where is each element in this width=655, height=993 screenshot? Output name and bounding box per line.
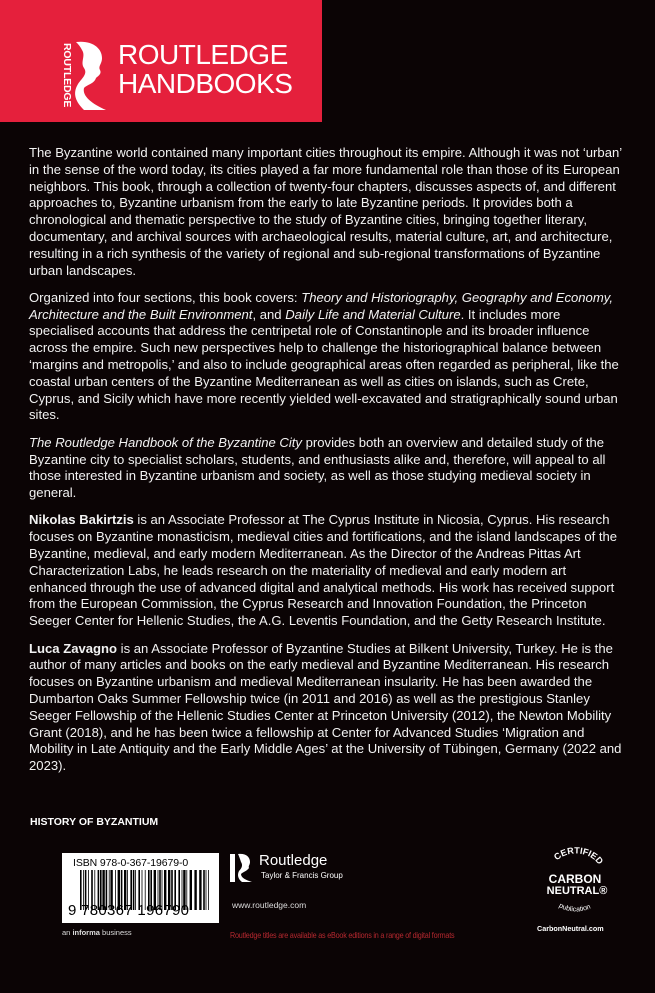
isbn-barcode	[62, 853, 219, 923]
barcode-bar	[190, 870, 192, 910]
text: provides both an overview and detailed study of the Byzantine city to specialist scholars, students, and enthusiasts alike and, therefore, will appeal to all those interested in Byzantine urbanism and society, as well as those studying medieval society in general.	[29, 434, 606, 501]
series-banner	[0, 0, 322, 122]
section-title: Daily Life and Material Culture	[285, 306, 461, 322]
author-name: Luca Zavagno	[29, 640, 118, 656]
cn-certified: CERTIFIED	[552, 845, 606, 867]
brand-line-1: ROUTLEDGE	[118, 39, 288, 70]
book-title: The Routledge Handbook of the Byzantine City	[29, 434, 302, 450]
author-bio	[29, 512, 623, 630]
author-bio-text: is an Associate Professor of Byzantine Studies at Bilkent University, Turkey. He is the author of many articles and books on the early medieval and Byzantine Mediterranean. His research focuses on Byzantine urbanism and medieval Mediterranean insularity. He has been awarded the Dumbarton Oaks Summer Fellowship twice (in 2011 and 2016) as well as the prestigious Stanley Seeger Fellowship of the Hellenic Studies Center at Princeton University (2012), the Newton Mobility Grant (2018), and he has been twice a fellowship at Center for Advanced Studies ‘Migration and Mobility in Late Antiquity and the Early Middle Ages’ at the University of Tübingen, Germany (2022 and 2023).	[29, 640, 622, 774]
routledge-vertical-wordmark: ROUTLEDGE	[61, 43, 73, 108]
text: an	[62, 928, 73, 937]
carbon-neutral-url[interactable]: CarbonNeutral.com	[537, 924, 604, 933]
ean-number: 9 780367 196790	[68, 902, 190, 919]
ebook-availability-note: Routledge titles are available as eBook editions in a range of digital formats	[230, 930, 455, 940]
description-paragraph-3	[29, 435, 623, 502]
cn-carbon: CARBON	[548, 872, 602, 886]
informa-wordmark: informa	[72, 928, 100, 937]
section-titles: Theory and Historiography, Geography and Economy, Architecture and the Built Environment	[29, 289, 613, 322]
barcode-bar	[199, 870, 201, 910]
series-label: HISTORY OF BYZANTIUM	[30, 816, 159, 828]
publisher-group: Taylor & Francis Group	[261, 871, 343, 880]
routledge-handbooks-title	[118, 40, 292, 98]
barcode-bar	[203, 870, 205, 910]
text: Organized into four sections, this book covers:	[29, 289, 302, 305]
barcode-bar	[208, 870, 209, 910]
description-paragraph-2	[29, 290, 623, 424]
text: , and	[252, 306, 286, 322]
author-bio	[29, 641, 623, 775]
text: business	[99, 928, 132, 937]
author-bio-text: is an Associate Professor at The Cyprus Institute in Nicosia, Cyprus. His research focuses on Byzantine monasticism, medieval cities and fortifications, and the island landscapes of the Byzantine, medieval, and early modern Mediterranean. As the Director of the Andreas Pittas Art Characterization Labs, he leads research on the materiality of medieval and early modern art enhanced through the use of advanced digital and analytical methods. His work has received support from the European Commission, the Cyprus Research and Innovation Foundation, the Princeton Seeger Center for Hellenic Studies, the A.G. Leventis Foundation, and the Getty Research Institute.	[29, 512, 618, 629]
publisher-name: Routledge	[259, 852, 328, 869]
informa-business-label	[62, 928, 132, 937]
back-cover-copy	[29, 145, 623, 785]
svg-text:publication	[558, 902, 592, 913]
carbon-neutral-badge-icon	[540, 845, 610, 925]
brand-line-2: HANDBOOKS	[118, 68, 293, 99]
isbn-text: ISBN 978-0-367-19679-0	[73, 857, 189, 869]
cn-neutral: NEUTRAL®	[546, 885, 608, 897]
cn-publication: publication	[557, 902, 592, 914]
author-name: Nikolas Bakirtzis	[29, 512, 134, 528]
routledge-logo-icon	[230, 853, 254, 883]
barcode-bar	[206, 870, 207, 910]
text: . It includes more specialised accounts that address the centripetal role of Constantinople and its broader influence across the empire. Such new perspectives help to challenge the historiographical balance between ‘margins and metropolis,’ and also to include geographical areas often regarded as peripheral, like the coastal urban centers of the Byzantine Mediterranean as well as cities on islands, such as Crete, Cyprus, and Sicily which have more recently yielded well-excavated and stratigraphically sound urban sites.	[29, 306, 619, 423]
publisher-url[interactable]: www.routledge.com	[232, 900, 307, 910]
svg-text:CERTIFIED	[552, 845, 605, 866]
description-paragraph-1: The Byzantine world contained many important cities throughout its empire. Although it was not ‘urban’ in the sense of the word today, its cities played a far more fundamental role than those of its European neighbors. This book, through a collection of twenty-four chapters, discusses aspects of, and different approaches to, Byzantine urbanism from the early to late Byzantine periods. It provides both a chronological and thematic perspective to the study of Byzantine cities, bringing together literary, documentary, and archival sources with archaeological results, material culture, art, and architecture, resulting in a rich synthesis of the variety of regional and sub-regional transformations of Byzantine urban landscapes.	[29, 145, 622, 278]
barcode-bar	[194, 870, 196, 910]
